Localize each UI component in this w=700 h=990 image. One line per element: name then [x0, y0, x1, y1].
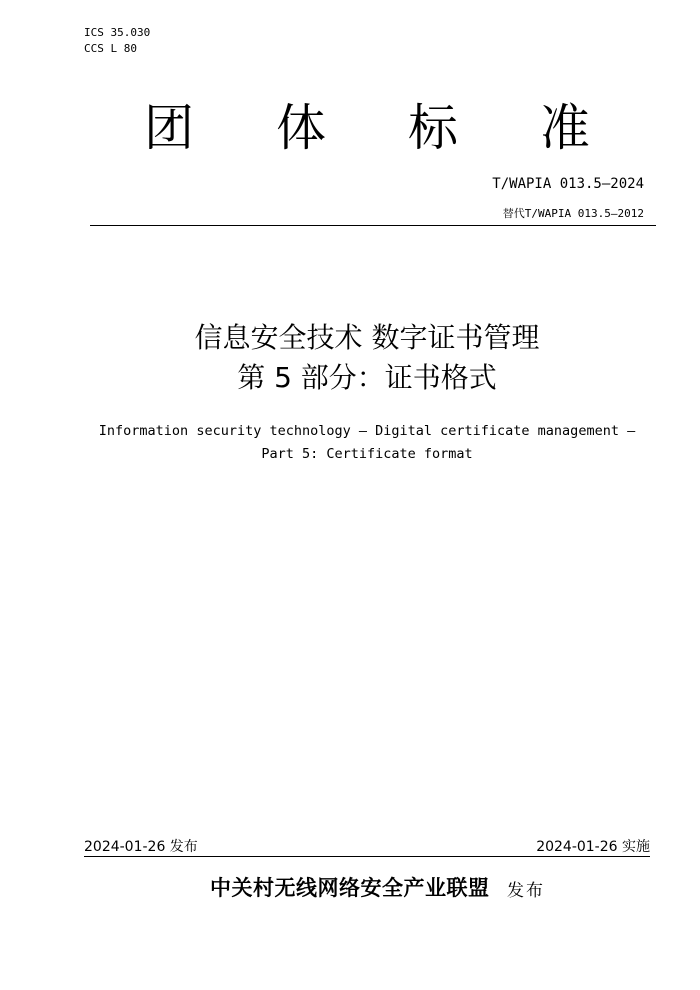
publish-label: 发布 [507, 881, 545, 901]
implement-date: 2024-01-26 实施 [536, 839, 650, 855]
replaces-note: 替代T/WAPIA 013.5—2012 [502, 207, 644, 220]
publish-date: 2024-01-26 发布 [84, 839, 198, 855]
standard-type-heading [0, 96, 700, 160]
chinese-title-line-1: 信息安全技术 数字证书管理 [194, 321, 540, 354]
chinese-title-line-2: 第 5 部分：证书格式 [237, 361, 497, 394]
ccs-code: CCS L 80 [84, 42, 137, 55]
english-title-line-2: Part 5: Certificate format [261, 446, 473, 462]
standard-type-char: 标 [408, 99, 458, 157]
standard-type-char: 体 [276, 99, 326, 157]
ics-code: ICS 35.030 [84, 26, 151, 39]
standard-number: T/WAPIA 013.5—2024 [492, 176, 644, 192]
english-title-line-1: Information security technology — Digital certificate management — [98, 423, 636, 439]
classification-codes [84, 25, 150, 57]
publisher-organization: 中关村无线网络安全产业联盟 [210, 876, 490, 900]
bottom-divider [84, 856, 650, 857]
standard-type-char: 准 [540, 99, 590, 157]
standard-type-char: 团 [144, 99, 194, 157]
top-divider [90, 225, 656, 226]
